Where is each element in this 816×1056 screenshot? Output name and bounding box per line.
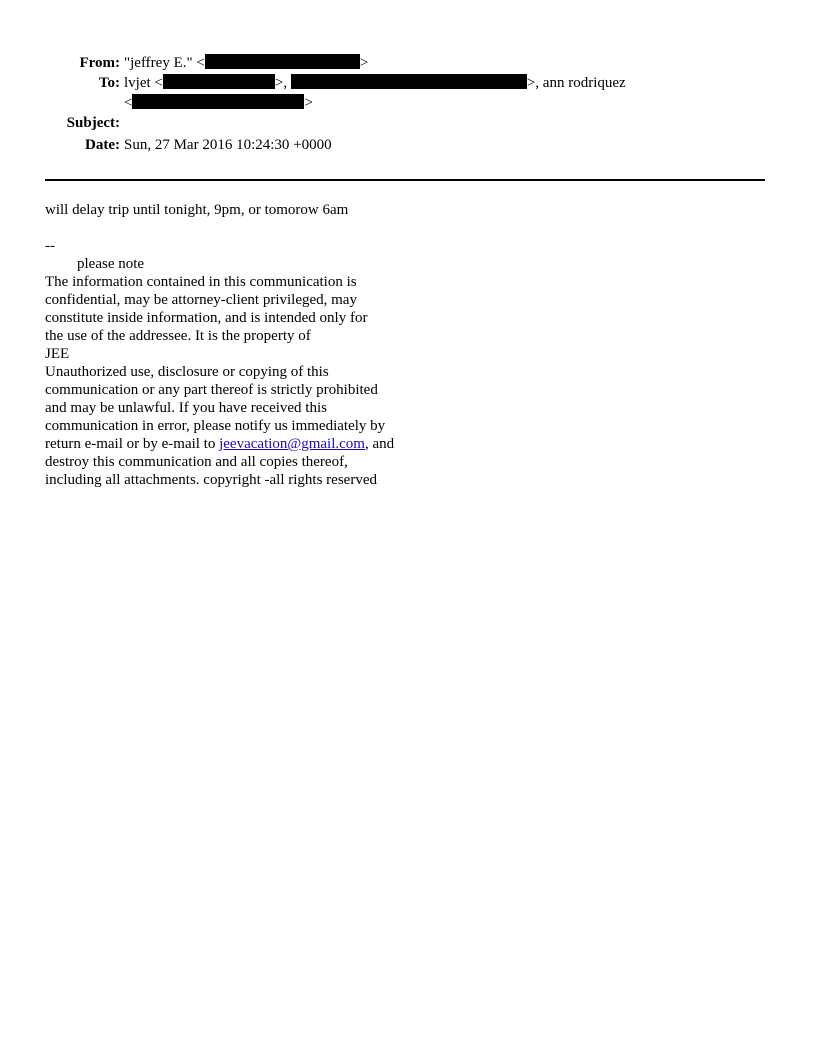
disclaimer-line: Unauthorized use, disclosure or copying of this — [45, 364, 329, 380]
to-value-continued — [124, 93, 313, 113]
blank-line — [45, 219, 465, 237]
return-prefix: return e-mail or by e-mail to — [45, 436, 220, 452]
subject-label: Subject: — [66, 115, 120, 131]
to-name: lvjet < — [124, 75, 163, 91]
from-value — [124, 53, 368, 73]
to-separator: >, ann rodriquez — [526, 75, 626, 91]
from-label: From: — [79, 55, 120, 71]
date-value: Sun, 27 Mar 2016 10:24:30 +0000 — [124, 137, 332, 153]
to-open: < — [124, 95, 133, 111]
email-header — [45, 53, 765, 155]
disclaimer-line: The information contained in this communication is — [45, 274, 357, 290]
to-value — [124, 73, 626, 93]
to-close: > — [304, 95, 313, 111]
disclaimer-line: the use of the addressee. It is the property of — [45, 328, 311, 344]
subject-row — [45, 113, 765, 133]
from-row — [45, 53, 765, 73]
email-body — [45, 201, 465, 489]
disclaimer-line-with-link — [45, 435, 465, 453]
header-divider — [45, 179, 765, 181]
redacted-block — [163, 74, 275, 89]
to-separator: >, — [274, 75, 291, 91]
to-row-continued — [45, 93, 765, 113]
redacted-block — [132, 94, 304, 109]
email-link[interactable]: jeevacation@gmail.com — [219, 436, 365, 452]
date-label: Date: — [85, 137, 120, 153]
disclaimer-line: communication or any part thereof is strictly prohibited — [45, 382, 378, 398]
to-label: To: — [98, 75, 120, 91]
to-row — [45, 73, 765, 93]
disclaimer-line: destroy this communication and all copies thereof, — [45, 454, 348, 470]
from-close: > — [359, 55, 369, 71]
redacted-block — [205, 54, 360, 69]
please-note: please note — [77, 256, 145, 272]
redacted-block — [291, 74, 527, 89]
message-text: will delay trip until tonight, 9pm, or tomorow 6am — [45, 202, 349, 218]
disclaimer-line: confidential, may be attorney-client privileged, may — [45, 292, 357, 308]
disclaimer-line: including all attachments. copyright -all rights reserved — [45, 472, 377, 488]
from-name: "jeffrey E." < — [124, 55, 205, 71]
disclaimer-line: and may be unlawful. If you have received this — [45, 400, 327, 416]
signature-dash: -- — [45, 238, 55, 254]
return-suffix: , and — [364, 436, 395, 452]
disclaimer-line: constitute inside information, and is intended only for — [45, 310, 368, 326]
disclaimer-line: communication in error, please notify us immediately by — [45, 418, 386, 434]
disclaimer-line: JEE — [45, 346, 70, 362]
date-row — [45, 135, 765, 155]
